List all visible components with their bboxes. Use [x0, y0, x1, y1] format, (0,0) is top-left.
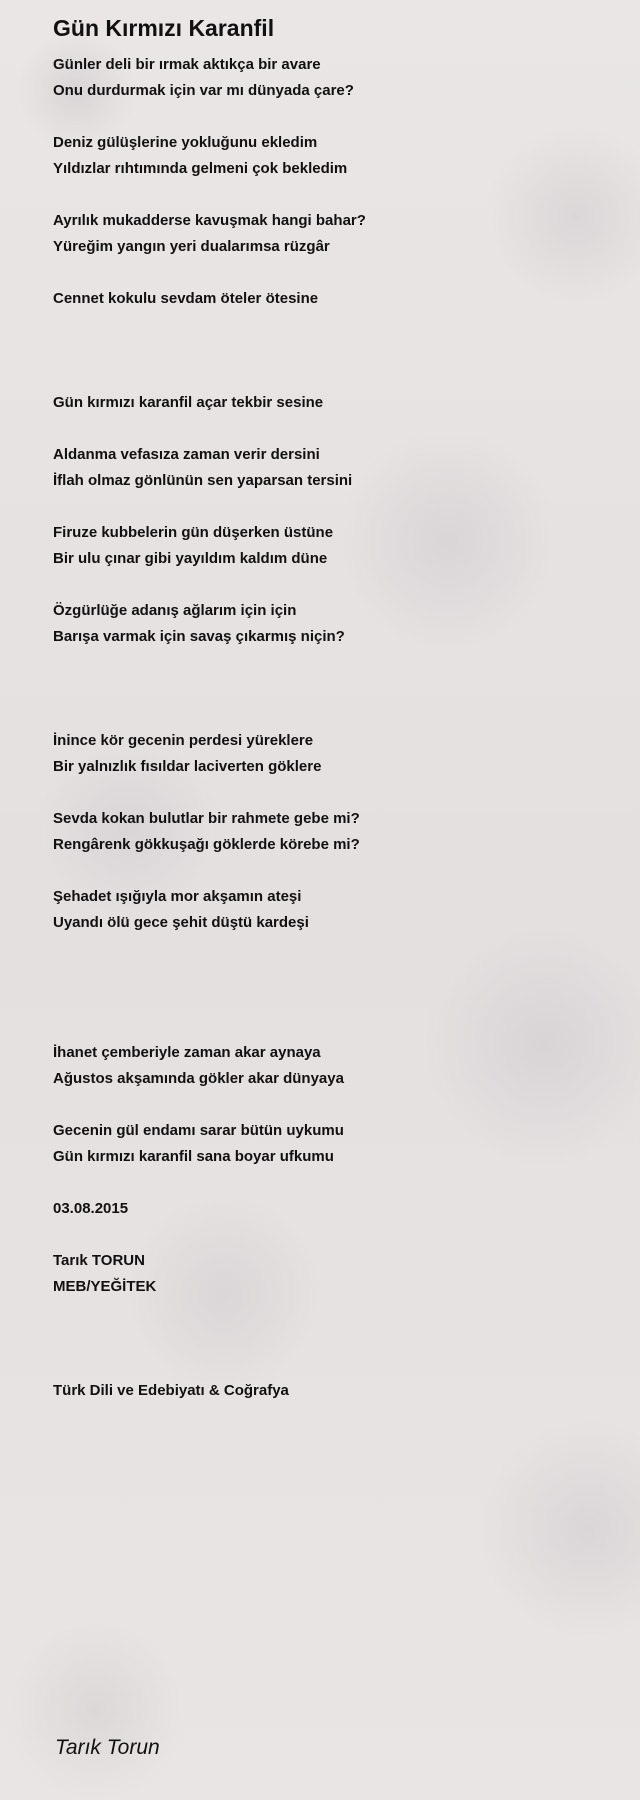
poem-title: Gün Kırmızı Karanfil	[53, 15, 275, 41]
poem-line: Özgürlüğe adanış ağlarım için için	[53, 602, 297, 619]
poem-line: Gün kırmızı karanfil sana boyar ufkumu	[53, 1148, 334, 1165]
stanza	[53, 130, 613, 182]
stanza	[53, 286, 613, 312]
poem-line: Gün kırmızı karanfil açar tekbir sesine	[53, 394, 324, 411]
stanza	[53, 806, 613, 858]
stanza	[53, 884, 613, 936]
poem-body	[53, 52, 613, 1404]
poem-line: Gecenin gül endamı sarar bütün uykumu	[53, 1122, 344, 1139]
stanza	[53, 1118, 613, 1170]
poem-line: Yıldızlar rıhtımında gelmeni çok bekledim	[53, 160, 348, 177]
stanza	[53, 598, 613, 650]
poem-line: Onu durdurmak için var mı dünyada çare?	[53, 82, 354, 99]
poem-line: Ayrılık mukadderse kavuşmak hangi bahar?	[53, 212, 366, 229]
poem-line: Aldanma vefasıza zaman verir dersini	[53, 446, 320, 463]
poem-subject	[53, 1378, 613, 1404]
poem-line: İnince kör gecenin perdesi yüreklere	[53, 732, 314, 749]
poem-signature-block	[53, 1248, 613, 1300]
poem-line: Deniz gülüşlerine yokluğunu ekledim	[53, 134, 318, 151]
stanza	[53, 442, 613, 494]
poem-line: Tarık TORUN	[53, 1252, 145, 1269]
poem-line: Uyandı ölü gece şehit düştü kardeşi	[53, 914, 309, 931]
poem-line: Sevda kokan bulutlar bir rahmete gebe mi?	[53, 810, 360, 827]
author-signature: Tarık Torun	[55, 1736, 160, 1759]
poem-date	[53, 1196, 613, 1222]
poem-line: İflah olmaz gönlünün sen yaparsan tersini	[53, 472, 353, 489]
poem-line: Rengârenk gökkuşağı göklerde körebe mi?	[53, 836, 360, 853]
stanza	[53, 390, 613, 416]
stanza	[53, 52, 613, 104]
stanza	[53, 1040, 613, 1092]
poem-line: Şehadet ışığıyla mor akşamın ateşi	[53, 888, 302, 905]
poem-line: Bir yalnızlık fısıldar laciverten göklere	[53, 758, 322, 775]
poem-line: 03.08.2015	[53, 1200, 129, 1217]
poem-line: Firuze kubbelerin gün düşerken üstüne	[53, 524, 334, 541]
poem-line: Ağustos akşamında gökler akar dünyaya	[53, 1070, 344, 1087]
poem-line: Türk Dili ve Edebiyatı & Coğrafya	[53, 1382, 289, 1399]
poem-line: Cennet kokulu sevdam öteler ötesine	[53, 290, 319, 307]
stanza	[53, 520, 613, 572]
stanza	[53, 208, 613, 260]
poem-line: Barışa varmak için savaş çıkarmış niçin?	[53, 628, 345, 645]
poem-line: Yüreğim yangın yeri dualarımsa rüzgâr	[53, 238, 330, 255]
stanza	[53, 728, 613, 780]
poem-line: Bir ulu çınar gibi yayıldım kaldım düne	[53, 550, 328, 567]
poem-line: Günler deli bir ırmak aktıkça bir avare	[53, 56, 321, 73]
poem-line: MEB/YEĞİTEK	[53, 1278, 157, 1295]
poem-line: İhanet çemberiyle zaman akar aynaya	[53, 1044, 321, 1061]
